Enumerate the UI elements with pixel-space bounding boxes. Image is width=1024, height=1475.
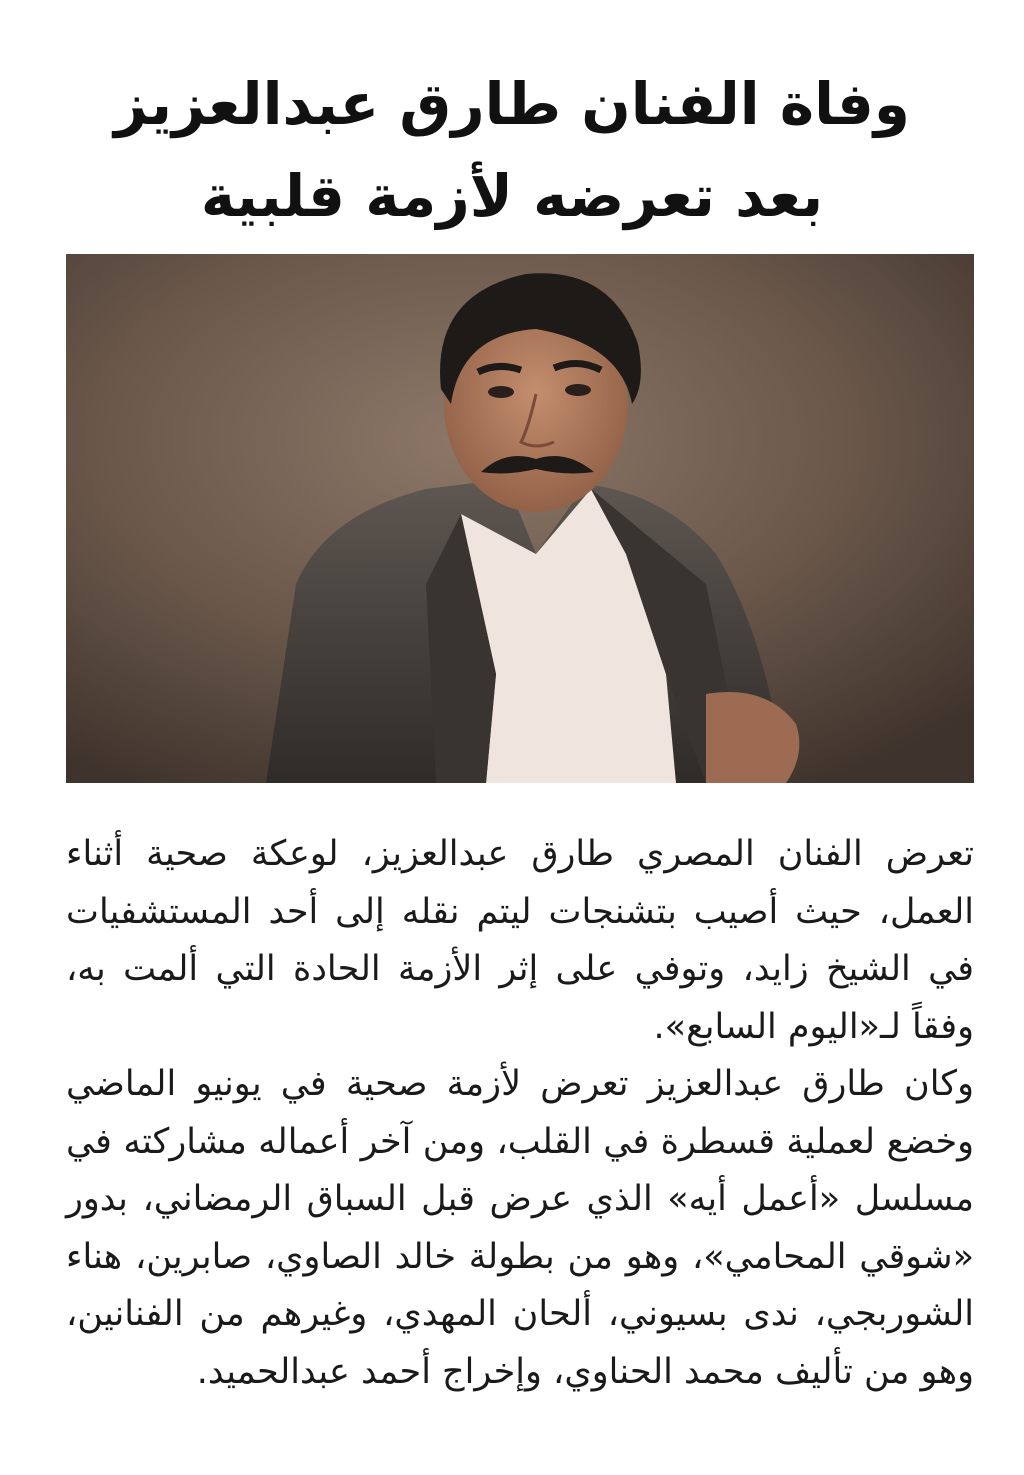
headline-line-1: وفاة الفنان طارق عبدالعزيز <box>114 70 910 138</box>
portrait-photo <box>66 254 974 783</box>
portrait-photo-icon <box>66 254 974 783</box>
headline <box>40 58 984 242</box>
article-paragraph-2: وكان طارق عبدالعزيز تعرض لأزمة صحية في يونيو الماضي وخضع لعملية قسطرة في القلب، ومن آخر أعماله مشاركته في مسلسل «أعمل أيه» الذي عرض قبل السباق الرمضاني، بدور «شوقي المحامي»، وهو من بطولة خالد الصاوي، صابرين، هناء الشوربجي، ندى بسيوني، ألحان المهدي، وغيرهم من الفنانين، وهو من تأليف محمد الحناوي، وإخراج أحمد عبدالحميد. <box>66 1064 974 1392</box>
headline-line-2: بعد تعرضه لأزمة قلبية <box>200 162 824 230</box>
article-paragraph-1: تعرض الفنان المصري طارق عبدالعزيز، لوعكة صحية أثناء العمل، حيث أصيب بتشنجات ليتم نقله إلى أحد المستشفيات في الشيخ زايد، وتوفي على إثر الأزمة الحادة التي ألمت به، وفقاً لـ«اليوم السابع». <box>66 834 974 1047</box>
article-body <box>66 826 974 1401</box>
